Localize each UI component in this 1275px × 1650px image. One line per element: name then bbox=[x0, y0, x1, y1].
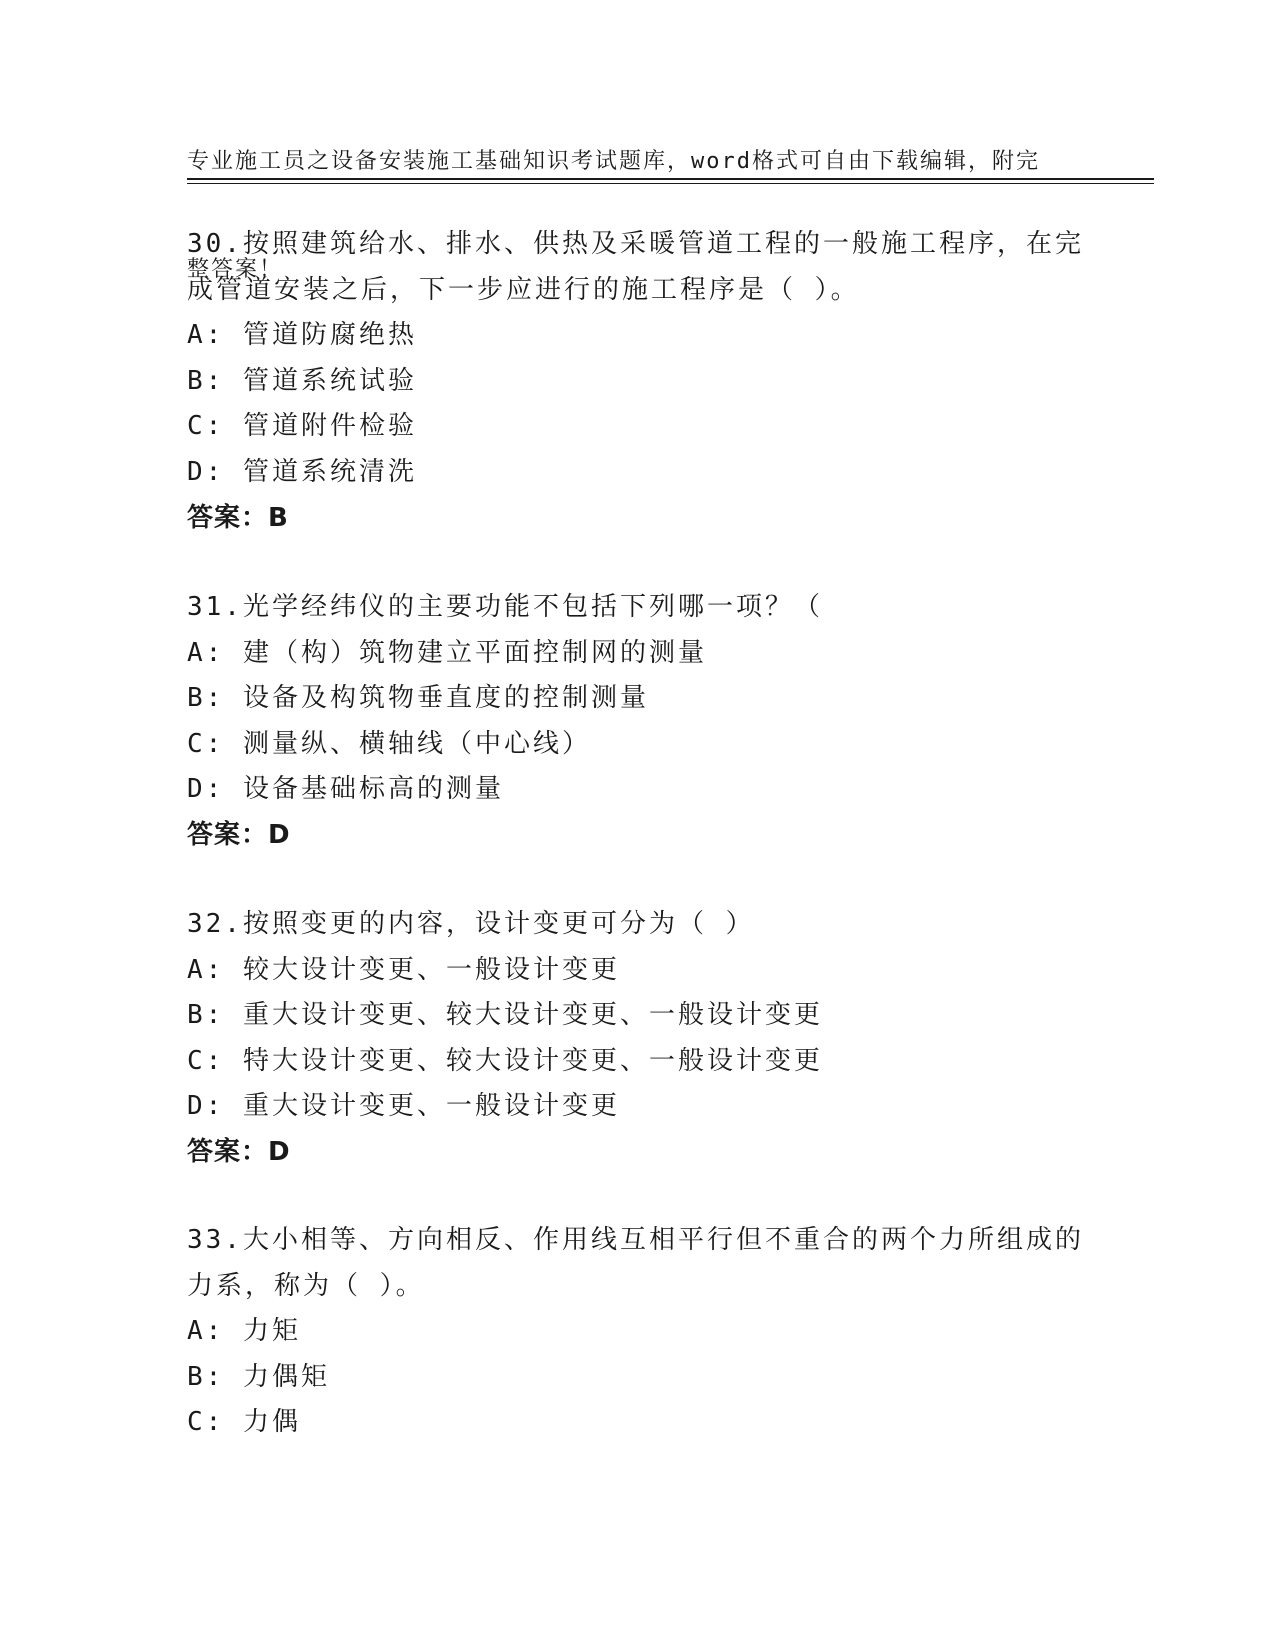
answer: 答案：B bbox=[187, 502, 289, 533]
option-c: C: 特大设计变更、较大设计变更、一般设计变更 bbox=[187, 1045, 823, 1076]
question-30 bbox=[187, 222, 1087, 541]
option-d: D: 管道系统清洗 bbox=[187, 456, 417, 487]
option-a: A: 建（构）筑物建立平面控制网的测量 bbox=[187, 637, 707, 668]
option-a: A: 较大设计变更、一般设计变更 bbox=[187, 954, 620, 985]
option-c: C: 管道附件检验 bbox=[187, 411, 417, 442]
question-stem-line-1: 32.按照变更的内容，设计变更可分为（ ） bbox=[187, 909, 755, 939]
option-b: B: 力偶矩 bbox=[187, 1361, 330, 1392]
question-stem-line-2: 成管道安装之后，下一步应进行的施工程序是（ ）。 bbox=[187, 274, 860, 305]
option-b: B: 管道系统试验 bbox=[187, 365, 417, 396]
question-33 bbox=[187, 1218, 1087, 1446]
option-a: A: 力矩 bbox=[187, 1316, 301, 1347]
option-d: D: 设备基础标高的测量 bbox=[187, 774, 504, 805]
question-stem-line-2: 力系，称为（ ）。 bbox=[187, 1270, 425, 1301]
header-divider-thin bbox=[187, 183, 1154, 184]
option-c: C: 力偶 bbox=[187, 1407, 301, 1438]
question-stem-line-1: 31.光学经纬仪的主要功能不包括下列哪一项？（ bbox=[187, 592, 823, 622]
option-a: A: 管道防腐绝热 bbox=[187, 320, 417, 351]
question-stem-line-1: 30.按照建筑给水、排水、供热及采暖管道工程的一般施工程序，在完 bbox=[187, 229, 1084, 259]
answer: 答案：D bbox=[187, 1136, 291, 1167]
header-line-2: 整答案！ bbox=[187, 257, 284, 282]
question-31 bbox=[187, 585, 1087, 859]
header-line-1: 专业施工员之设备安装施工基础知识考试题库，word格式可自由下载编辑，附完 bbox=[187, 149, 1040, 174]
option-c: C: 测量纵、横轴线（中心线） bbox=[187, 728, 591, 759]
question-32 bbox=[187, 902, 1087, 1176]
option-b: B: 重大设计变更、较大设计变更、一般设计变更 bbox=[187, 1000, 823, 1031]
option-d: D: 重大设计变更、一般设计变更 bbox=[187, 1091, 620, 1122]
question-stem-line-1: 33.大小相等、方向相反、作用线互相平行但不重合的两个力所组成的 bbox=[187, 1225, 1084, 1255]
option-b: B: 设备及构筑物垂直度的控制测量 bbox=[187, 683, 649, 714]
answer: 答案：D bbox=[187, 819, 291, 850]
header-divider-thick bbox=[187, 178, 1154, 180]
